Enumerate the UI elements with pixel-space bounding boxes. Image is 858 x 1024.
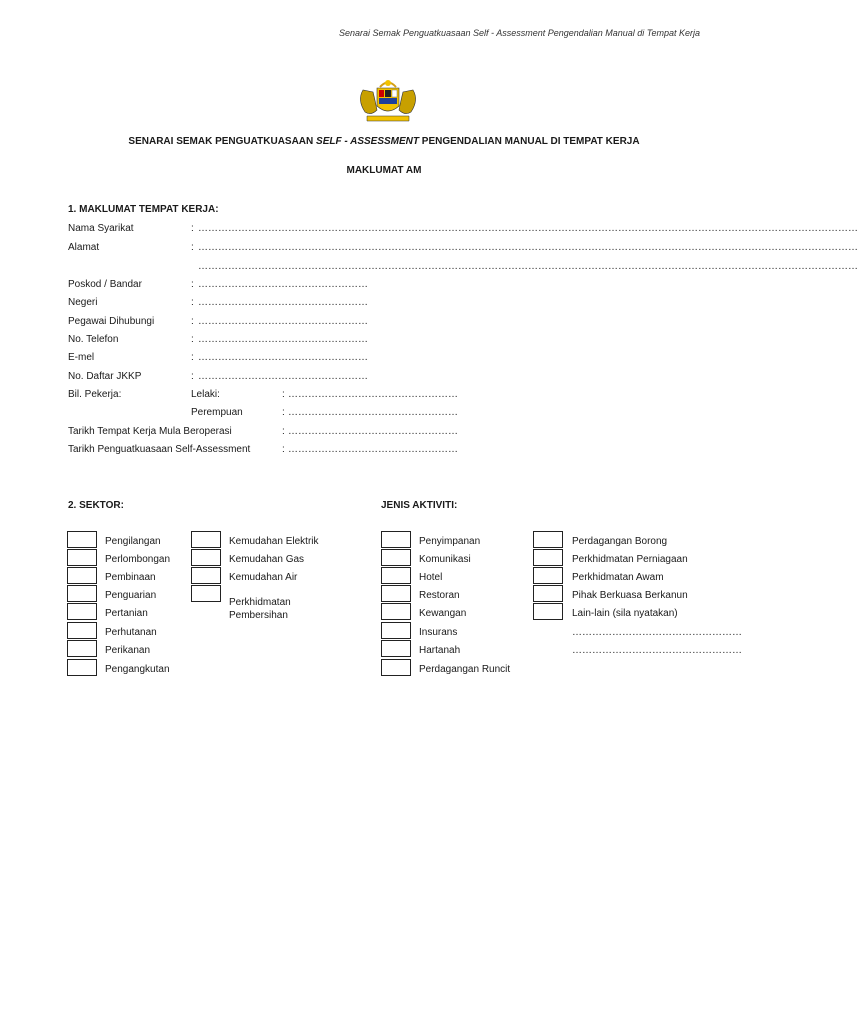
checkbox-penyimpanan[interactable] — [381, 531, 411, 548]
checkbox-kemudahan-elektrik[interactable] — [191, 531, 221, 548]
field-input-lelaki[interactable]: …………………………………………… — [288, 389, 458, 400]
checkbox-pembinaan[interactable] — [67, 567, 97, 584]
option-label-komunikasi: Komunikasi — [419, 554, 471, 565]
option-label-kemudahan-elektrik: Kemudahan Elektrik — [229, 536, 319, 547]
option-label-lain-lain: Lain-lain (sila nyatakan) — [572, 608, 678, 619]
option-label-perdagangan-borong: Perdagangan Borong — [572, 536, 668, 547]
field-colon: : — [282, 426, 285, 437]
field-input-lain-lain-2[interactable]: …………………………………………… — [572, 645, 742, 656]
option-label-kemudahan-gas: Kemudahan Gas — [229, 554, 305, 565]
field-label-nama-syarikat: Nama Syarikat — [68, 223, 134, 234]
option-label-perlombongan: Perlombongan — [105, 554, 171, 565]
field-colon: : — [191, 279, 194, 290]
option-label-penguarian: Penguarian — [105, 590, 157, 601]
option-label-pembinaan: Pembinaan — [105, 572, 156, 583]
option-label-penyimpanan: Penyimpanan — [419, 536, 481, 547]
checkbox-perhutanan[interactable] — [67, 622, 97, 639]
title-italic-part: SELF - ASSESSMENT — [316, 136, 420, 147]
field-colon: : — [282, 444, 285, 455]
option-label-hotel: Hotel — [419, 572, 443, 583]
field-colon: : — [191, 334, 194, 345]
field-label-telefon: No. Telefon — [68, 334, 119, 345]
field-colon: : — [191, 223, 194, 234]
field-label-tarikh-penguatkuasaan: Tarikh Penguatkuasaan Self-Assessment — [68, 444, 251, 455]
option-label-pertanian: Pertanian — [105, 608, 148, 619]
field-input-telefon[interactable]: …………………………………………… — [198, 334, 368, 345]
running-header: Senarai Semak Penguatkuasaan Self - Assessment Pengendalian Manual di Tempat Kerja — [338, 28, 700, 38]
checkbox-penguarian[interactable] — [67, 585, 97, 602]
field-colon: : — [191, 352, 194, 363]
checkbox-lain-lain[interactable] — [533, 603, 563, 620]
checkbox-kewangan[interactable] — [381, 603, 411, 620]
field-label-pegawai: Pegawai Dihubungi — [68, 316, 155, 327]
jenis-aktiviti-heading: JENIS AKTIVITI: — [381, 500, 458, 511]
section2-heading: 2. SEKTOR: — [68, 500, 124, 511]
field-label-emel: E-mel — [68, 352, 95, 363]
field-label-lelaki: Lelaki: — [191, 389, 220, 400]
malaysia-coat-of-arms-icon — [355, 78, 421, 124]
checkbox-perkhidmatan-perniagaan[interactable] — [533, 549, 563, 566]
checkbox-pertanian[interactable] — [67, 603, 97, 620]
option-label-perikanan: Perikanan — [105, 645, 151, 656]
checkbox-perdagangan-runcit[interactable] — [381, 659, 411, 676]
field-input-alamat[interactable]: ……………………………………………………………………………………………………………………………………………………………………………… — [198, 242, 858, 253]
field-label-negeri: Negeri — [68, 297, 98, 308]
field-input-nama-syarikat[interactable]: ……………………………………………………………………………………………………………………………………………………………………………… — [198, 223, 858, 234]
option-label-kemudahan-air: Kemudahan Air — [229, 572, 298, 583]
field-label-jkkp: No. Daftar JKKP — [68, 371, 142, 382]
checkbox-pengangkutan[interactable] — [67, 659, 97, 676]
option-label-pihak-berkuasa-berkanun: Pihak Berkuasa Berkanun — [572, 590, 688, 601]
field-input-lain-lain-1[interactable]: …………………………………………… — [572, 627, 742, 638]
field-input-poskod[interactable]: …………………………………………… — [198, 279, 368, 290]
field-label-bil-pekerja: Bil. Pekerja: — [68, 389, 122, 400]
field-input-pegawai[interactable]: …………………………………………… — [198, 316, 368, 327]
option-label-hartanah: Hartanah — [419, 645, 461, 656]
option-label-perkhidmatan-awam: Perkhidmatan Awam — [572, 572, 664, 583]
checkbox-hartanah[interactable] — [381, 640, 411, 657]
checkbox-komunikasi[interactable] — [381, 549, 411, 566]
option-label-kewangan: Kewangan — [419, 608, 467, 619]
checkbox-perkhidmatan-pembersihan[interactable] — [191, 585, 221, 602]
field-input-negeri[interactable]: …………………………………………… — [198, 297, 368, 308]
option-label-pengangkutan: Pengangkutan — [105, 664, 170, 675]
document-subtitle: MAKLUMAT AM — [346, 165, 422, 176]
field-colon: : — [191, 316, 194, 327]
option-label-pengilangan: Pengilangan — [105, 536, 161, 547]
checkbox-kemudahan-gas[interactable] — [191, 549, 221, 566]
field-input-alamat-line2[interactable]: ……………………………………………………………………………………………………………………………………………………………………………… — [198, 261, 858, 272]
option-label-perhutanan: Perhutanan — [105, 627, 157, 638]
checkbox-pengilangan[interactable] — [67, 531, 97, 548]
option-label-perkhidmatan-pembersihan: Perkhidmatan Pembersihan — [229, 597, 291, 621]
option-label-perdagangan-runcit: Perdagangan Runcit — [419, 664, 511, 675]
field-input-jkkp[interactable]: …………………………………………… — [198, 371, 368, 382]
field-colon: : — [191, 242, 194, 253]
field-label-perempuan: Perempuan — [191, 407, 243, 418]
checkbox-perlombongan[interactable] — [67, 549, 97, 566]
field-colon: : — [191, 371, 194, 382]
field-input-emel[interactable]: …………………………………………… — [198, 352, 368, 363]
field-label-alamat: Alamat — [68, 242, 100, 253]
document-title: SENARAI SEMAK PENGUATKUASAAN SELF - ASSESSMENT PENGENDALIAN MANUAL DI TEMPAT KERJA — [128, 136, 640, 147]
field-label-poskod: Poskod / Bandar — [68, 279, 142, 290]
option-label-restoran: Restoran — [419, 590, 460, 601]
section1-heading: 1. MAKLUMAT TEMPAT KERJA: — [68, 204, 219, 215]
field-label-tarikh-mula: Tarikh Tempat Kerja Mula Beroperasi — [68, 426, 232, 437]
field-colon: : — [282, 389, 285, 400]
option-label-perkhidmatan-perniagaan: Perkhidmatan Perniagaan — [572, 554, 688, 565]
checkbox-perkhidmatan-awam[interactable] — [533, 567, 563, 584]
field-input-perempuan[interactable]: …………………………………………… — [288, 407, 458, 418]
field-colon: : — [282, 407, 285, 418]
field-input-tarikh-penguatkuasaan[interactable]: …………………………………………… — [288, 444, 458, 455]
checkbox-insurans[interactable] — [381, 622, 411, 639]
checkbox-pihak-berkuasa-berkanun[interactable] — [533, 585, 563, 602]
checkbox-perdagangan-borong[interactable] — [533, 531, 563, 548]
checkbox-restoran[interactable] — [381, 585, 411, 602]
checkbox-kemudahan-air[interactable] — [191, 567, 221, 584]
field-input-tarikh-mula[interactable]: …………………………………………… — [288, 426, 458, 437]
option-label-insurans: Insurans — [419, 627, 458, 638]
checkbox-hotel[interactable] — [381, 567, 411, 584]
field-colon: : — [191, 297, 194, 308]
checkbox-perikanan[interactable] — [67, 640, 97, 657]
